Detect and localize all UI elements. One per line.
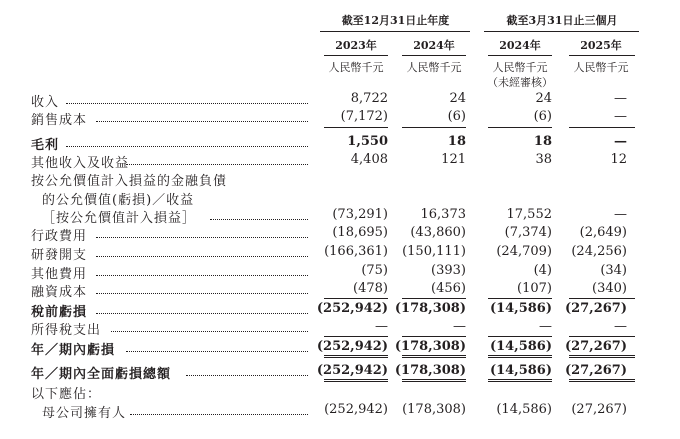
year-header-2024: 2024年 xyxy=(413,39,455,52)
other-expenses-2024-q1: (4) xyxy=(533,263,552,278)
loss-before-tax-2024-q1: (14,586) xyxy=(489,301,552,316)
subtotal-rule xyxy=(402,336,466,337)
gross-profit-2025-q1: — xyxy=(614,134,627,149)
finance-costs-2024-q1: (107) xyxy=(517,281,552,296)
dot-leader xyxy=(66,146,308,147)
dot-leader xyxy=(96,256,308,257)
dot-leader xyxy=(96,275,308,276)
dot-leader xyxy=(130,414,308,415)
cost-of-sales-2025-q1: — xyxy=(614,109,627,124)
admin-expenses-2023: (18,695) xyxy=(332,225,388,240)
row-label-loss-for-period: 年／期內虧損 xyxy=(31,343,116,358)
other-expenses-2023: (75) xyxy=(361,263,388,278)
double-rule xyxy=(488,379,552,382)
row-label-finance-costs: 融資成本 xyxy=(31,285,88,300)
subtotal-rule xyxy=(569,127,635,128)
subtotal-rule xyxy=(402,127,466,128)
other-expenses-2024: (393) xyxy=(431,263,466,278)
total-comprehensive-loss-2024: (178,308) xyxy=(394,363,466,378)
cost-of-sales-2023: (7,172) xyxy=(340,109,388,124)
finance-costs-2023: (478) xyxy=(353,281,388,296)
cost-of-sales-2024-q1: (6) xyxy=(533,109,552,124)
row-label-other-income: 其他收入及收益 xyxy=(31,156,130,171)
income-tax-2024: — xyxy=(453,319,466,334)
income-tax-2023: — xyxy=(375,319,388,334)
row-label-owners-of-parent: 母公司擁有人 xyxy=(42,406,127,421)
fvtpl-2024: 16,373 xyxy=(420,207,466,222)
row-label-attributable-to: 以下應佔： xyxy=(31,387,102,402)
rnd-expenses-2025-q1: (24,256) xyxy=(571,244,627,259)
rnd-expenses-2023: (166,361) xyxy=(324,244,388,259)
admin-expenses-2025-q1: (2,649) xyxy=(579,225,627,240)
other-income-2025-q1: 12 xyxy=(610,152,627,167)
loss-before-tax-2025-q1: (27,267) xyxy=(564,301,627,316)
subtotal-rule xyxy=(488,336,552,337)
finance-costs-2025-q1: (340) xyxy=(592,281,627,296)
revenue-2025-q1: — xyxy=(614,91,627,106)
subtotal-rule xyxy=(324,336,388,337)
other-income-2023: 4,408 xyxy=(350,152,388,167)
dot-leader xyxy=(186,375,308,376)
total-comprehensive-loss-2023: (252,942) xyxy=(316,363,388,378)
year-rule-2024-q1 xyxy=(488,55,552,56)
fvtpl-2024-q1: 17,552 xyxy=(506,207,552,222)
row-label-fvtpl-line1: 按公允價值計入損益的金融負債 xyxy=(31,174,228,189)
row-label-fvtpl-line2: 的公允價值(虧損)／收益 xyxy=(42,193,195,208)
total-comprehensive-loss-2024-q1: (14,586) xyxy=(489,363,552,378)
loss-for-period-2024-q1: (14,586) xyxy=(489,339,552,354)
owners-of-parent-2024-q1: (14,586) xyxy=(496,402,552,417)
loss-before-tax-2023: (252,942) xyxy=(316,301,388,316)
dot-leader xyxy=(96,313,308,314)
dot-leader xyxy=(126,164,308,165)
other-income-2024-q1: 38 xyxy=(535,152,552,167)
row-label-other-expenses: 其他費用 xyxy=(31,267,88,282)
unit-header-2023: 人民幣千元 xyxy=(328,61,384,74)
loss-for-period-2024: (178,308) xyxy=(394,339,466,354)
group-rule-full-year xyxy=(320,31,470,32)
finance-costs-2024: (456) xyxy=(431,281,466,296)
year-header-2025-q1: 2025年 xyxy=(580,39,622,52)
loss-for-period-2023: (252,942) xyxy=(316,339,388,354)
dot-leader xyxy=(126,351,308,352)
dot-leader xyxy=(210,219,308,220)
dot-leader xyxy=(111,331,308,332)
subtotal-rule xyxy=(324,298,388,299)
row-label-admin-expenses: 行政費用 xyxy=(31,229,88,244)
row-label-rnd-expenses: 研發開支 xyxy=(31,248,88,263)
year-rule-2023 xyxy=(324,55,388,56)
income-tax-2025-q1: — xyxy=(614,319,627,334)
admin-expenses-2024-q1: (7,374) xyxy=(504,225,552,240)
gross-profit-2024: 18 xyxy=(447,134,466,149)
loss-before-tax-2024: (178,308) xyxy=(394,301,466,316)
fvtpl-2025-q1: — xyxy=(614,207,627,222)
revenue-2024: 24 xyxy=(449,91,466,106)
row-label-gross-profit: 毛利 xyxy=(31,138,60,153)
owners-of-parent-2023: (252,942) xyxy=(324,402,388,417)
dot-leader xyxy=(66,103,308,104)
group-rule-three-months xyxy=(484,31,639,32)
owners-of-parent-2025-q1: (27,267) xyxy=(571,402,627,417)
double-rule xyxy=(569,355,635,358)
fvtpl-2023: (73,291) xyxy=(332,207,388,222)
unit-header-2024: 人民幣千元 xyxy=(406,61,462,74)
rnd-expenses-2024-q1: (24,709) xyxy=(496,244,552,259)
row-label-loss-before-tax: 稅前虧損 xyxy=(31,305,88,320)
gross-profit-2023: 1,550 xyxy=(347,134,388,149)
dot-leader xyxy=(96,121,308,122)
revenue-2024-q1: 24 xyxy=(535,91,552,106)
total-comprehensive-loss-2025-q1: (27,267) xyxy=(564,363,627,378)
year-rule-2025-q1 xyxy=(569,55,635,56)
gross-profit-2024-q1: 18 xyxy=(533,134,552,149)
row-label-cost-of-sales: 銷售成本 xyxy=(31,113,88,128)
unit-header-2025-q1: 人民幣千元 xyxy=(573,61,629,74)
subtotal-rule xyxy=(569,298,635,299)
row-label-income-tax: 所得稅支出 xyxy=(31,323,102,338)
unaudited-note: （未經審核） xyxy=(487,76,553,89)
subtotal-rule xyxy=(488,127,552,128)
loss-for-period-2025-q1: (27,267) xyxy=(564,339,627,354)
dot-leader xyxy=(96,237,308,238)
revenue-2023: 8,722 xyxy=(350,91,388,106)
subtotal-rule xyxy=(402,298,466,299)
year-header-2024-q1: 2024年 xyxy=(499,39,541,52)
row-label-fvtpl-line3: ［按公允價值計入損益］ xyxy=(42,211,197,226)
double-rule xyxy=(402,355,466,358)
cost-of-sales-2024: (6) xyxy=(447,109,466,124)
admin-expenses-2024: (43,860) xyxy=(410,225,466,240)
owners-of-parent-2024: (178,308) xyxy=(402,402,466,417)
subtotal-rule xyxy=(488,298,552,299)
other-income-2024: 121 xyxy=(441,152,466,167)
row-label-total-comprehensive-loss: 年／期內全面虧損總額 xyxy=(31,367,172,382)
year-header-2023: 2023年 xyxy=(335,39,377,52)
double-rule xyxy=(569,379,635,382)
group-title-full-year: 截至12月31日止年度 xyxy=(341,14,450,27)
double-rule xyxy=(488,355,552,358)
double-rule xyxy=(324,379,388,382)
income-tax-2024-q1: — xyxy=(539,319,552,334)
subtotal-rule xyxy=(324,127,388,128)
group-title-three-months: 截至3月31日止三個月 xyxy=(506,14,618,27)
unit-header-2024-q1: 人民幣千元 xyxy=(492,61,548,74)
subtotal-rule xyxy=(569,336,635,337)
other-expenses-2025-q1: (34) xyxy=(600,263,627,278)
dot-leader xyxy=(96,293,308,294)
rnd-expenses-2024: (150,111) xyxy=(402,244,466,259)
double-rule xyxy=(402,379,466,382)
row-label-revenue: 收入 xyxy=(31,95,60,110)
double-rule xyxy=(324,355,388,358)
year-rule-2024 xyxy=(402,55,466,56)
